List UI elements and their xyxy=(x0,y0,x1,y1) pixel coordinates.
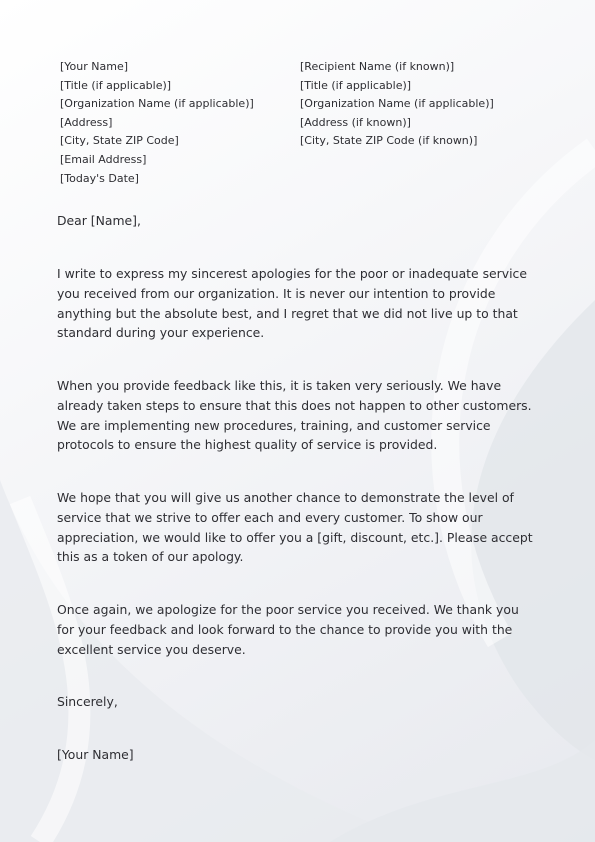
recipient-title: [Title (if applicable)] xyxy=(300,78,412,92)
recipient-organization: [Organization Name (if applicable)] xyxy=(300,97,494,111)
sender-title: [Title (if applicable)] xyxy=(60,78,172,92)
sender-organization: [Organization Name (if applicable)] xyxy=(60,97,254,111)
paragraph-feedback: When you provide feedback like this, it is taken very seriously. We have already taken steps to ensure that this does not happen to other customers. We are implementing new procedures, training, and customer service protocols to ensure the highest quality of service is provided. xyxy=(57,378,532,453)
sender-name: [Your Name] xyxy=(60,60,129,73)
recipient-city-state-zip: [City, State ZIP Code (if known)] xyxy=(300,134,478,148)
sender-email: [Email Address] xyxy=(60,152,147,166)
recipient-name: [Recipient Name (if known)] xyxy=(300,60,455,73)
paragraph-apology: I write to express my sincerest apologies for the poor or inadequate service you received from our organization. It is never our intention to provide anything but the absolute best, and I regret that we did not live up to that standard during your experience. xyxy=(57,266,527,341)
paragraph-thanks: Once again, we apologize for the poor service you received. We thank you for your feedback and look forward to the chance to provide you with the excellent service you deserve. xyxy=(57,602,519,657)
recipient-address-block xyxy=(300,58,494,151)
paragraph-offer: We hope that you will give us another chance to demonstrate the level of service that we strive to offer each and every customer. To show our appreciation, we would like to offer you a [gift, discount, etc.]. Please accept this as a token of our apology. xyxy=(57,490,533,565)
salutation: Dear [Name], xyxy=(57,213,141,228)
sender-city-state-zip: [City, State ZIP Code] xyxy=(60,134,179,148)
signature-name: [Your Name] xyxy=(57,747,134,762)
sender-address: [Address] xyxy=(60,115,113,129)
sender-address-block xyxy=(60,58,254,188)
closing: Sincerely, xyxy=(57,694,118,709)
recipient-address: [Address (if known)] xyxy=(300,115,411,129)
letter-date: [Today's Date] xyxy=(60,171,139,185)
